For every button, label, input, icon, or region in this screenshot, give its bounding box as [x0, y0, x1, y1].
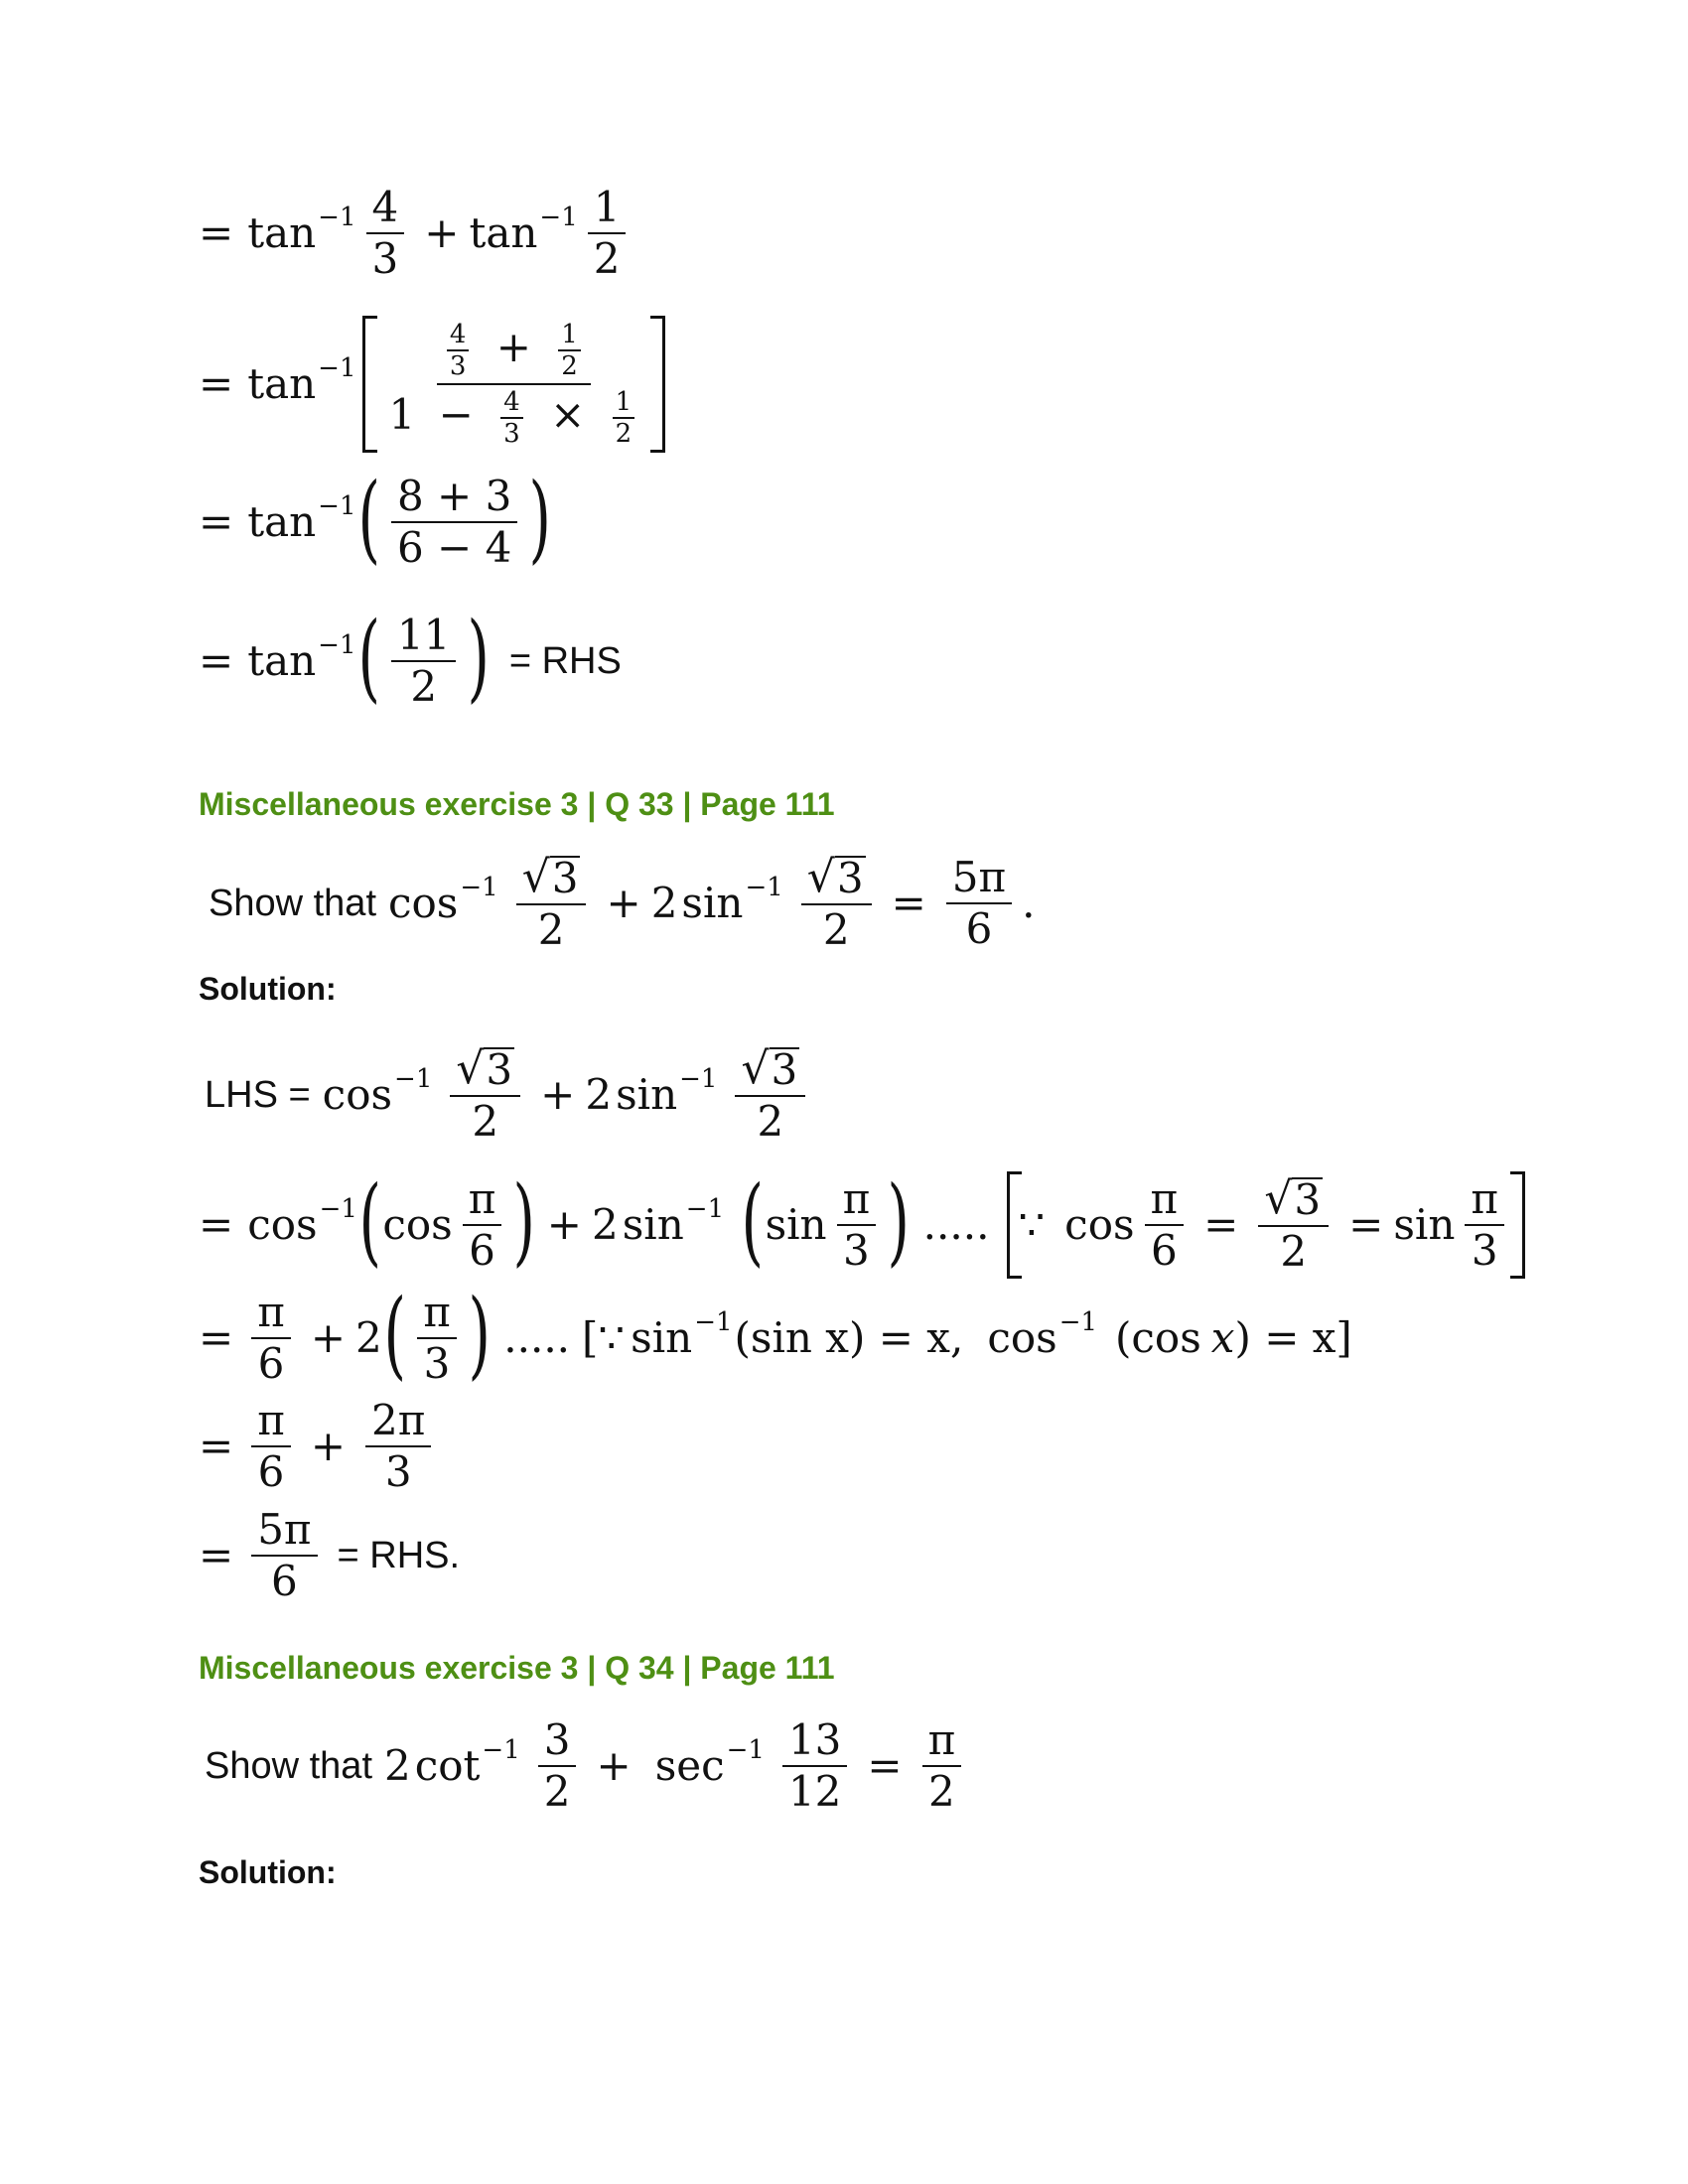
tan-function: tan — [247, 208, 317, 257]
fraction-1-2: $\frac{1}{2}$ — [588, 187, 627, 280]
fraction-11-2: $\frac{11}{2}$ — [391, 614, 456, 708]
equation-line-3: = tan $^{-1}$ ( $\frac{8 + 3}{6 - 4}$ ) — [199, 463, 552, 574]
fraction-4-3: $\frac{4}{3}$ — [366, 187, 405, 280]
equation-line-2: = tan $^{-1}$ $\frac{4}{3}$ + $\frac{1}{2}$ 1 − $\frac{4}{3}$ × $\frac{1}{2}$ — [199, 316, 671, 453]
equation-line-1: = tan $^{-1}$ $\frac{4}{3}$ + tan $^{-1}$ $\frac{1}{2}$ — [199, 187, 635, 280]
q33-step-3: = $\frac{\pi}{6}$ + $\frac{2\pi}{3}$ — [199, 1400, 441, 1493]
q33-step-2: = $\frac{\pi}{6}$ + 2 ( $\frac{\pi}{3}$ ) ..... [ ∵ sin $^{-1}$ (sin x) = x, cos $^{-1}$ (cos x ) = x ] — [199, 1279, 1352, 1390]
plus-sign: + — [424, 208, 460, 257]
q33-step-1: = cos $^{-1}$ ( cos $\frac{\pi}{6}$ ) + 2 sin $^{-1}$ ( sin $\frac{\pi}{3}$ ) ..... ∵ cos $\frac{\pi}{6}$ = √ 3 2 = sin $\frac{\pi}{3}$ — [199, 1171, 1531, 1279]
square-bracket-group — [362, 316, 666, 453]
q33-lhs-line: LHS = cos $^{-1}$ √ 3 2 + 2 sin $^{-1}$ √ 3 2 — [205, 1047, 815, 1143]
compound-fraction: $\frac{4}{3}$ + $\frac{1}{2}$ 1 − $\frac{4}{3}$ × $\frac{1}{2}$ — [383, 322, 645, 447]
tan-function: tan — [469, 208, 538, 257]
equation-line-4: = tan $^{-1}$ ( $\frac{11}{2}$ ) = RHS — [199, 602, 622, 713]
q33-step-4: = $\frac{5\pi}{6}$ = RHS. — [199, 1505, 461, 1605]
inverse-exponent: −1 — [318, 203, 356, 232]
q34-heading: Miscellaneous exercise 3 | Q 34 | Page 111 — [199, 1650, 835, 1686]
q34-statement: Show that 2 cot $^{-1}$ $\frac{3}{2}$ + sec $^{-1}$ $\frac{13}{12}$ = $\frac{\pi}{2}$ — [205, 1719, 971, 1813]
rhs-text: = RHS. — [337, 1535, 461, 1576]
q34-solution-label: Solution: — [199, 1854, 337, 1890]
left-paren: ( — [356, 463, 380, 574]
q33-solution-label: Solution: — [199, 971, 337, 1007]
fraction-8p3-6m4: $\frac{8 + 3}{6 - 4}$ — [391, 476, 517, 569]
equals-sign: = — [199, 208, 234, 257]
rhs-text: = RHS — [508, 640, 622, 682]
q33-statement: Show that cos $^{-1}$ √ 3 2 + 2 sin $^{-1}$ √ 3 2 = $\frac{5\pi}{6}$ . — [209, 852, 1036, 954]
right-paren: ) — [528, 463, 552, 574]
because-bracket: ∵ cos $\frac{\pi}{6}$ = √ 3 2 = sin $\frac{\pi}{3}$ — [1007, 1171, 1525, 1279]
q33-heading: Miscellaneous exercise 3 | Q 33 | Page 111 — [199, 786, 835, 822]
